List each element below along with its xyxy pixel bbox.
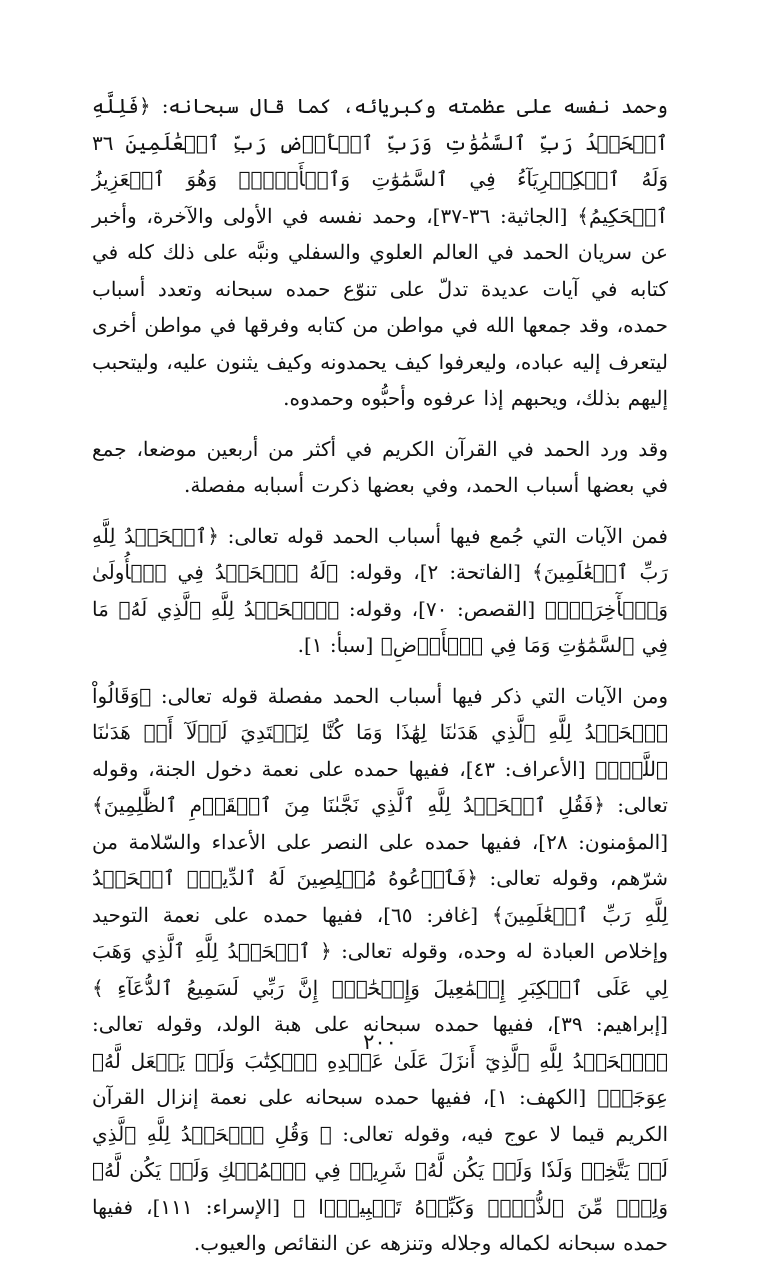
paragraph-combined-causes: فمن الآيات التي جُمع فيها أسباب الحمد قوله تعالى: ﴿ٱلۡحَمۡدُ لِلَّهِ رَبِّ ٱلۡعَٰلَمِينَ﴾ [الفاتحة: ٢]، وقوله: ﴿لَهُ ٱلۡحَمۡدُ فِي ٱلۡأُولَىٰ وَٱلۡأٓخِرَةِۖ﴾ [القصص: ٧٠]، وقوله: ﴿ٱلۡحَمۡدُ لِلَّهِ ٱلَّذِي لَهُۥ مَا فِي ٱلسَّمَٰوَٰتِ وَمَا فِي ٱلۡأَرۡضِ﴾ [سبأ: ١]. <box>92 523 669 657</box>
paragraph-detailed-causes: ومن الآيات التي ذكر فيها أسباب الحمد مفصلة قوله تعالى: ﴿وَقَالُواْ ٱلۡحَمۡدُ لِلَّهِ ٱلَّذِي هَدَىٰنَا لِهَٰذَا وَمَا كُنَّا لِنَهۡتَدِيَ لَوۡلَآ أَنۡ هَدَىٰنَا ٱللَّهُۖ﴾ [الأعراف: ٤٣]، ففيها حمده على نعمة دخول الجنة، وقوله تعالى: ﴿فَقُلِ ٱلۡحَمۡدُ لِلَّهِ ٱلَّذِي نَجَّىٰنَا مِنَ ٱلۡقَوۡمِ ٱلظَّٰلِمِينَ﴾ [المؤمنون: ٢٨]، ففيها حمده على النصر على الأعداء والسّلامة من شرّهم، وقوله تعالى: ﴿فَٱدۡعُوهُ مُخۡلِصِينَ لَهُ ٱلدِّينَۗ ٱلۡحَمۡدُ لِلَّهِ رَبِّ ٱلۡعَٰلَمِينَ﴾ [غافر: ٦٥]، ففيها حمده على نعمة التوحيد وإخلاص العبادة له وحده، وقوله تعالى: ﴿ ٱلۡحَمۡدُ لِلَّهِ ٱلَّذِي وَهَبَ لِي عَلَى ٱلۡكِبَرِ إِسۡمَٰعِيلَ وَإِسۡحَٰقَۚ إِنَّ رَبِّي لَسَمِيعُ ٱلدُّعَآءِ ﴾ [إبراهيم: ٣٩]، ففيها حمده سبحانه على هبة الولد، وقوله تعالى: ﴿ٱلۡحَمۡدُ لِلَّهِ ٱلَّذِيٓ أَنزَلَ عَلَىٰ عَبۡدِهِ ٱلۡكِتَٰبَ وَلَمۡ يَجۡعَل لَّهُۥ عِوَجَاۜ﴾ [الكهف: ١]، ففيها حمده سبحانه على نعمة إنزال القرآن الكريم قيما لا عوج فيه، وقوله تعالى: ﴿ وَقُلِ ٱلۡحَمۡدُ لِلَّهِ ٱلَّذِي لَمۡ يَتَّخِذۡ وَلَدٗا وَلَمۡ يَكُن لَّهُۥ شَرِيكٞ فِي ٱلۡمُلۡكِ وَلَمۡ يَكُن لَّهُۥ وَلِيّٞ مِّنَ ٱلذُّلِّۖ وَكَبِّرۡهُ تَكۡبِيرَۢا ﴾ [الإسراء: ١١١]، ففيها حمده سبحانه لكماله وجلاله وتنزهه عن النقائص والعيوب. <box>92 683 669 1255</box>
page-number: ٢٠٠ <box>363 1030 397 1054</box>
paragraph-praise-occurrences: وقد ورد الحمد في القرآن الكريم في أكثر من أربعين موضعا، جمع في بعضها أسباب الحمد، وفي بعضها ذكرت أسبابه مفصلة. <box>92 436 668 497</box>
paragraph-praise-greatness: وحمد نفسه على عظمته وكبريائه، كما قال سبحانه: ﴿فَلِلَّهِ ٱلۡحَمۡدُ رَبِّ ٱلسَّمَٰوَٰتِ وَرَبِّ ٱلۡأَرۡضِ رَبِّ ٱلۡعَٰلَمِينَ ٣٦ وَلَهُ ٱلۡكِبۡرِيَآءُ فِي ٱلسَّمَٰوَٰتِ وَٱلۡأَرۡضِۖ وَهُوَ ٱلۡعَزِيزُ ٱلۡحَكِيمُ﴾ [الجاثية: ٣٦-٣٧]، وحمد نفسه في الأولى والآخرة، وأخبر عن سريان الحمد في العالم العلوي والسفلي ونبَّه على ذلك كله في كتابه في آيات عديدة تدلّ على تنوّع حمده سبحانه وتعدد أسباب حمده، وقد جمعها الله في مواطن من كتابه وفرقها في مواطن أخرى ليتعرف إليه عباده، وليعرفوا كيف يحمدونه وكيف يثنون عليه، وليتحبب إليهم بذلك، ويحبهم إذا عرفوه وأحبُّوه وحمدوه. <box>92 94 668 410</box>
